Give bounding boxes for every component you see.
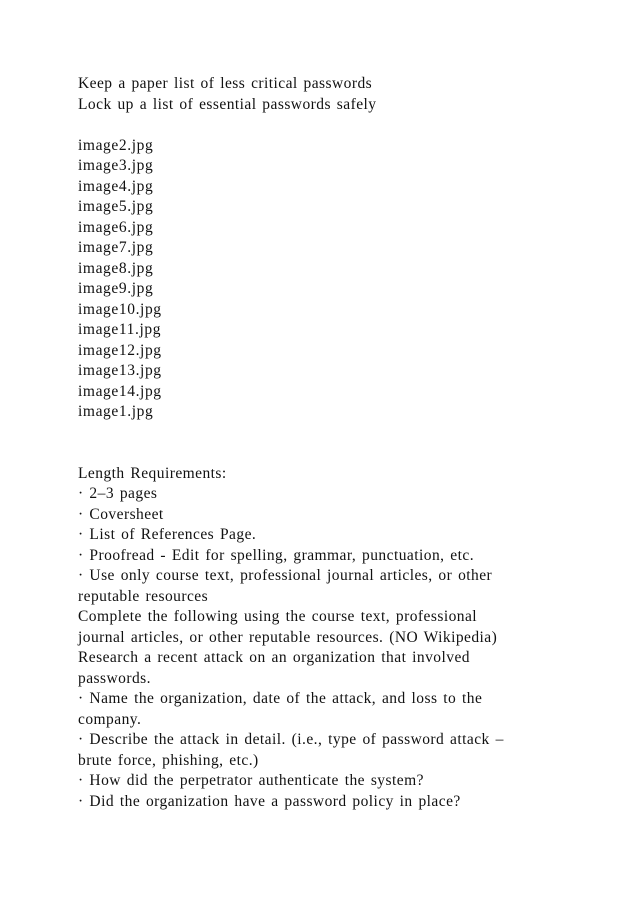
requirement-item: · List of References Page. — [78, 526, 257, 543]
image-file-name: image2.jpg — [78, 136, 154, 154]
intro-line-1: Keep a paper list of less critical passwords — [78, 75, 373, 92]
assignment-intro-line-2: journal articles, or other reputable resources. (NO Wikipedia) — [78, 628, 498, 646]
question-1-line-1: · Name the organization, date of the attack, and loss to the — [78, 690, 483, 707]
question-2-line-1: · Describe the attack in detail. (i.e., type of password attack – — [78, 731, 504, 748]
image-file-name: image10.jpg — [78, 300, 162, 318]
question-3: · How did the perpetrator authenticate the system? — [78, 772, 424, 789]
intro-line-2: Lock up a list of essential passwords safely — [78, 95, 377, 113]
image-file-name: image12.jpg — [78, 341, 162, 359]
image-file-name: image3.jpg — [78, 157, 154, 174]
requirement-item: · Coversheet — [78, 505, 164, 523]
image-file-name: image4.jpg — [78, 177, 154, 195]
length-requirements-section — [78, 464, 598, 608]
requirement-sources-line-1: · Use only course text, professional journal articles, or other — [78, 567, 493, 584]
image-file-name: image6.jpg — [78, 218, 154, 236]
question-2-line-2: brute force, phishing, etc.) — [78, 751, 259, 769]
requirement-item: · Proofread - Edit for spelling, grammar, punctuation, etc. — [78, 546, 475, 564]
image-file-name: image8.jpg — [78, 259, 154, 277]
assignment-intro-line-1: Complete the following using the course text, professional — [78, 608, 478, 625]
requirement-item: · 2–3 pages — [78, 485, 158, 502]
image-file-name: image5.jpg — [78, 198, 154, 215]
image-file-list — [78, 136, 598, 423]
image-file-name: image7.jpg — [78, 239, 154, 256]
spacer — [78, 423, 598, 444]
image-file-name: image14.jpg — [78, 382, 162, 400]
image-file-name: image11.jpg — [78, 321, 162, 338]
requirements-heading: Length Requirements: — [78, 464, 227, 482]
image-file-name: image9.jpg — [78, 280, 154, 297]
question-4: · Did the organization have a password policy in place? — [78, 792, 461, 810]
requirement-sources-line-2: reputable resources — [78, 587, 209, 605]
question-1-line-2: company. — [78, 710, 142, 728]
assignment-section — [78, 607, 598, 812]
image-file-name: image13.jpg — [78, 362, 162, 379]
image-file-name: image1.jpg — [78, 403, 154, 420]
research-line-2: passwords. — [78, 669, 151, 687]
research-line-1: Research a recent attack on an organization that involved — [78, 649, 470, 666]
spacer — [78, 115, 598, 136]
document-body — [78, 74, 598, 812]
